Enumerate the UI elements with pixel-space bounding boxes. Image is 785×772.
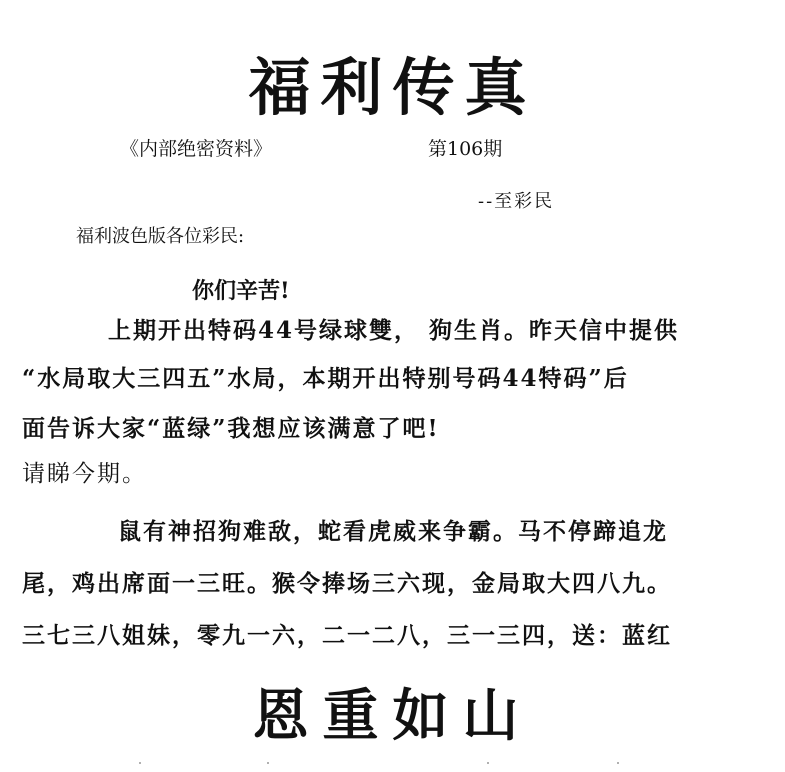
- poem-line-3: 三七三八姐妹，零九一六，二一二八，三一三四，送：蓝红: [22, 622, 672, 649]
- body-line-2: “水局取大三四五”水局，本期开出特别号码44特码”后: [22, 365, 629, 392]
- greeting: 福利波色版各位彩民:: [76, 226, 245, 247]
- footer-motto: 恩重如山: [252, 683, 533, 749]
- page-title: 福利传真: [248, 51, 537, 124]
- signature: --至彩民: [478, 191, 555, 212]
- decorative-dots: [0, 760, 785, 766]
- issue-label: 第106期: [428, 138, 503, 160]
- body-line-4: 请睇今期。: [22, 461, 147, 487]
- body-line-1: 上期开出特码44号绿球雙， 狗生肖。昨天信中提供: [108, 317, 680, 344]
- salutation: 你们辛苦!: [192, 278, 290, 304]
- poem-line-2: 尾，鸡出席面一三旺。猴令捧场三六现，金局取大四八九。: [22, 570, 672, 597]
- poem-line-1: 鼠有神招狗难敌，蛇看虎威来争霸。马不停蹄追龙: [118, 518, 668, 545]
- body-line-3: 面告诉大家“蓝绿”我想应该满意了吧!: [22, 415, 440, 442]
- source-label: 《内部绝密资料》: [120, 138, 273, 160]
